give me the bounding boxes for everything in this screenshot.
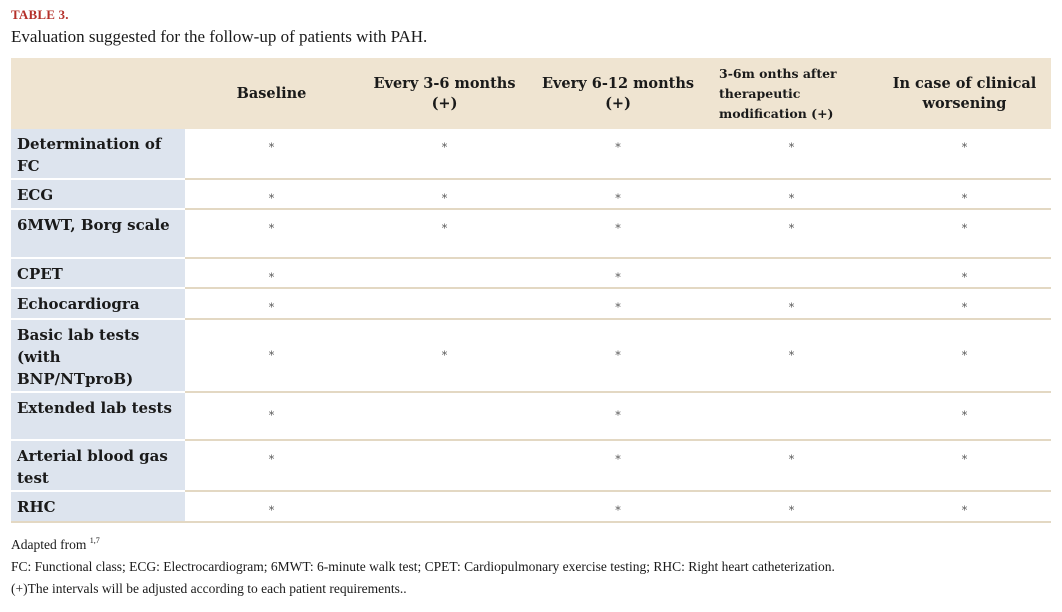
row-label: Arterial blood gas test: [11, 440, 185, 491]
cell-mark: *: [878, 440, 1051, 491]
cell-mark: *: [705, 440, 878, 491]
cell-mark: *: [358, 319, 531, 392]
header-after-therapeutic-modification: 3-6m onths after therapeutic modification (+): [705, 58, 878, 129]
table-notes: [11, 530, 835, 600]
header-every-6-12-months: Every 6-12 months (+): [531, 58, 705, 129]
cell-mark: *: [531, 209, 705, 258]
cell-mark: *: [268, 141, 275, 154]
header-corner: [11, 58, 185, 129]
cell-mark: *: [185, 392, 358, 440]
table-row: [11, 440, 1051, 491]
cell-mark: *: [531, 440, 705, 491]
cell-mark: *: [531, 319, 705, 392]
row-label: Basic lab tests (with BNP/NTproB): [11, 319, 185, 392]
cell-mark: *: [358, 179, 531, 209]
cell-mark: *: [185, 288, 358, 319]
table-row: [11, 288, 1051, 319]
cell-mark: *: [615, 141, 621, 154]
adapted-from-text: Adapted from: [11, 537, 87, 552]
abbreviations-note: FC: Functional class; ECG: Electrocardiogram; 6MWT: 6-minute walk test; CPET: Cardiopulmonary exercise testing; RHC: Right heart catheterization.: [11, 559, 835, 574]
cell-mark: *: [531, 491, 705, 522]
table-row: [11, 129, 1051, 179]
cell-mark: *: [185, 491, 358, 522]
cell-mark: *: [358, 209, 531, 258]
cell-empty: [358, 392, 531, 440]
cell-mark: *: [878, 392, 1051, 440]
cell-mark: *: [185, 440, 358, 491]
row-label: Echocardiogra: [11, 288, 185, 319]
cell-empty: [705, 258, 878, 288]
table-row: [11, 209, 1051, 258]
cell-mark: *: [531, 258, 705, 288]
cell-mark: *: [961, 141, 968, 154]
row-label: ECG: [11, 179, 185, 209]
cell-mark: *: [185, 258, 358, 288]
cell-mark: *: [185, 209, 358, 258]
cell-mark: *: [878, 258, 1051, 288]
cell-mark: *: [185, 179, 358, 209]
row-label: CPET: [11, 258, 185, 288]
cell-mark: *: [531, 392, 705, 440]
row-label: Determination of FC: [11, 129, 185, 179]
cell-empty: [358, 258, 531, 288]
adapted-from-note: [11, 530, 835, 556]
cell-mark: *: [878, 319, 1051, 392]
cell-mark: *: [705, 209, 878, 258]
cell-mark: *: [878, 209, 1051, 258]
cell-mark: *: [705, 179, 878, 209]
cell-mark: *: [705, 288, 878, 319]
header-row: [11, 58, 1051, 129]
header-every-3-6-months: Every 3-6 months (+): [358, 58, 531, 129]
table-row: [11, 319, 1051, 392]
reference-superscript: 1,7: [89, 536, 100, 545]
cell-mark: *: [788, 141, 795, 154]
cell-mark: *: [878, 288, 1051, 319]
table-label: TABLE 3.: [11, 7, 69, 22]
row-label: 6MWT, Borg scale: [11, 209, 185, 258]
cell-mark: *: [705, 491, 878, 522]
cell-mark: *: [878, 179, 1051, 209]
cell-mark: *: [705, 319, 878, 392]
cell-mark: *: [878, 491, 1051, 522]
table-row: [11, 258, 1051, 288]
table-row: [11, 491, 1051, 522]
follow-up-table: [11, 58, 1051, 523]
cell-empty: [358, 491, 531, 522]
table-caption: Evaluation suggested for the follow-up of patients with PAH.: [11, 27, 428, 46]
header-clinical-worsening: In case of clinical worsening: [878, 58, 1051, 129]
cell-mark: *: [441, 141, 448, 154]
row-label: Extended lab tests: [11, 392, 185, 440]
cell-mark: *: [185, 319, 358, 392]
row-label: RHC: [11, 491, 185, 522]
header-baseline: Baseline: [185, 58, 358, 129]
cell-mark: *: [531, 179, 705, 209]
cell-empty: [358, 288, 531, 319]
table-row: [11, 179, 1051, 209]
intervals-note: (+)The intervals will be adjusted according to each patient requirements..: [11, 581, 407, 596]
table-row: [11, 392, 1051, 440]
cell-empty: [358, 440, 531, 491]
cell-mark: *: [531, 288, 705, 319]
cell-empty: [705, 392, 878, 440]
